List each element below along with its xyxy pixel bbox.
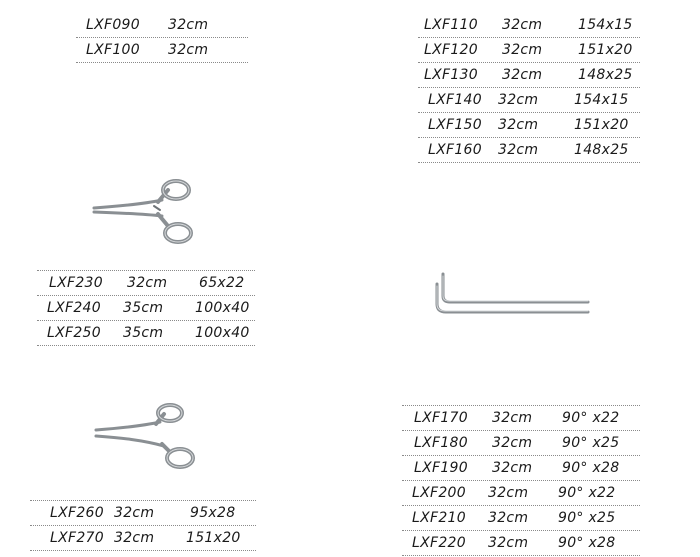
product-size: 100x40 bbox=[195, 300, 250, 316]
product-size: 100x40 bbox=[195, 325, 250, 341]
product-code: LXF230 bbox=[49, 275, 103, 291]
product-size: 151x20 bbox=[574, 117, 629, 133]
product-size: 90° x28 bbox=[558, 535, 616, 551]
product-size: 95x28 bbox=[190, 505, 236, 521]
product-length: 32cm bbox=[492, 460, 533, 476]
spec-table-lxf260 bbox=[30, 500, 256, 551]
table-row bbox=[37, 321, 255, 346]
table-row bbox=[37, 270, 255, 296]
forceps-curved-icon bbox=[94, 400, 202, 472]
product-size: 90° x28 bbox=[562, 460, 620, 476]
table-row bbox=[402, 506, 640, 531]
product-length: 32cm bbox=[502, 17, 543, 33]
product-length: 32cm bbox=[114, 505, 155, 521]
product-code: LXF100 bbox=[86, 42, 140, 58]
product-size: 154x15 bbox=[574, 92, 629, 108]
table-row bbox=[30, 500, 256, 526]
product-length: 32cm bbox=[498, 117, 539, 133]
product-length: 32cm bbox=[168, 42, 209, 58]
right-angle-rod-icon bbox=[432, 270, 592, 320]
product-size: 154x15 bbox=[578, 17, 633, 33]
product-length: 32cm bbox=[498, 92, 539, 108]
table-row bbox=[418, 88, 640, 113]
product-size: 151x20 bbox=[578, 42, 633, 58]
table-row bbox=[76, 13, 248, 38]
table-row bbox=[418, 13, 640, 38]
product-length: 32cm bbox=[492, 435, 533, 451]
product-code: LXF090 bbox=[86, 17, 140, 33]
product-code: LXF200 bbox=[412, 485, 466, 501]
product-size: 148x25 bbox=[578, 67, 633, 83]
product-code: LXF210 bbox=[412, 510, 466, 526]
product-code: LXF220 bbox=[412, 535, 466, 551]
table-row bbox=[37, 296, 255, 321]
product-code: LXF160 bbox=[428, 142, 482, 158]
product-code: LXF120 bbox=[424, 42, 478, 58]
table-row bbox=[402, 405, 640, 431]
table-row bbox=[402, 531, 640, 556]
product-code: LXF260 bbox=[50, 505, 104, 521]
product-length: 35cm bbox=[123, 300, 164, 316]
table-row bbox=[418, 38, 640, 63]
product-size: 90° x22 bbox=[558, 485, 616, 501]
table-row bbox=[402, 456, 640, 481]
product-code: LXF150 bbox=[428, 117, 482, 133]
spec-table-lxf230 bbox=[37, 270, 255, 346]
product-code: LXF170 bbox=[414, 410, 468, 426]
product-size: 148x25 bbox=[574, 142, 629, 158]
spec-table-lxf090 bbox=[76, 13, 248, 63]
table-row bbox=[418, 138, 640, 163]
product-size: 151x20 bbox=[186, 530, 241, 546]
forceps-straight-icon bbox=[92, 176, 204, 246]
product-length: 32cm bbox=[488, 535, 529, 551]
product-length: 32cm bbox=[127, 275, 168, 291]
table-row bbox=[418, 63, 640, 88]
product-code: LXF190 bbox=[414, 460, 468, 476]
product-size: 65x22 bbox=[199, 275, 245, 291]
product-size: 90° x25 bbox=[558, 510, 616, 526]
product-length: 35cm bbox=[123, 325, 164, 341]
product-length: 32cm bbox=[498, 142, 539, 158]
product-size: 90° x25 bbox=[562, 435, 620, 451]
product-code: LXF240 bbox=[47, 300, 101, 316]
product-code: LXF250 bbox=[47, 325, 101, 341]
product-length: 32cm bbox=[488, 510, 529, 526]
product-code: LXF270 bbox=[50, 530, 104, 546]
table-row bbox=[402, 431, 640, 456]
product-code: LXF130 bbox=[424, 67, 478, 83]
table-row bbox=[30, 526, 256, 551]
table-row bbox=[76, 38, 248, 63]
spec-table-lxf110 bbox=[418, 13, 640, 163]
product-code: LXF110 bbox=[424, 17, 478, 33]
product-length: 32cm bbox=[502, 67, 543, 83]
product-size: 90° x22 bbox=[562, 410, 620, 426]
table-row bbox=[402, 481, 640, 506]
product-length: 32cm bbox=[168, 17, 209, 33]
product-length: 32cm bbox=[492, 410, 533, 426]
product-code: LXF180 bbox=[414, 435, 468, 451]
product-length: 32cm bbox=[488, 485, 529, 501]
product-code: LXF140 bbox=[428, 92, 482, 108]
product-length: 32cm bbox=[502, 42, 543, 58]
table-row bbox=[418, 113, 640, 138]
spec-table-lxf170 bbox=[402, 405, 640, 556]
product-length: 32cm bbox=[114, 530, 155, 546]
